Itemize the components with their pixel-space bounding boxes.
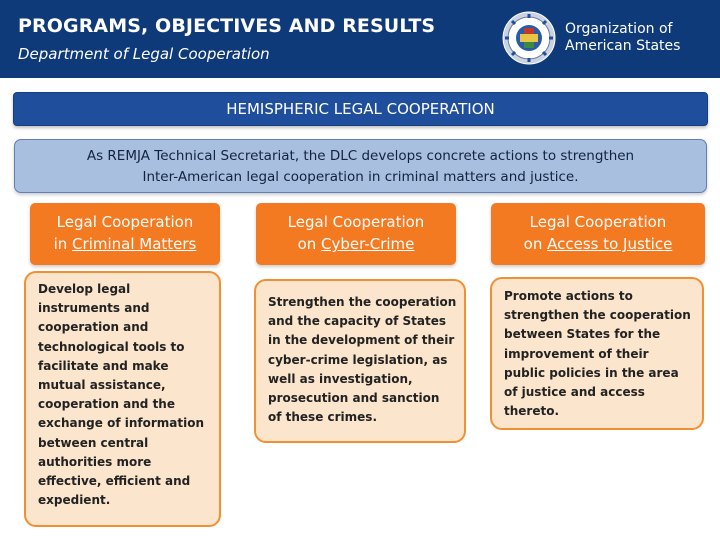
intro-line-2: Inter-American legal cooperation in criminal matters and justice. <box>142 169 579 185</box>
oas-seal-icon <box>502 11 556 65</box>
column-title-topic: Criminal Matters <box>72 235 197 253</box>
column-header-criminal-matters <box>30 203 220 265</box>
body-line: Strengthen the cooperation <box>268 295 457 309</box>
body-line: authorities more <box>38 454 152 469</box>
body-line: between central <box>38 435 149 450</box>
column-header-cyber-crime <box>256 203 456 265</box>
body-line: well as investigation, <box>268 371 413 386</box>
column-header-access-to-justice <box>491 203 705 265</box>
column-title-line2 <box>30 233 220 255</box>
body-line: improvement of their <box>504 346 649 361</box>
body-line: expedient. <box>38 493 111 508</box>
intro-line-1: As REMJA Technical Secretariat, the DLC develops concrete actions to strengthen <box>86 148 635 164</box>
body-line: of justice and access <box>504 385 645 400</box>
body-line: facilitate and make <box>38 358 169 373</box>
body-line: cyber-crime legislation, as <box>268 352 448 367</box>
organization-name-line2: American States <box>565 38 681 54</box>
body-line: technological tools to <box>38 339 185 354</box>
column-body-cyber-crime <box>254 279 466 443</box>
column-title-topic: Cyber-Crime <box>321 235 415 253</box>
column-body-access-to-justice <box>490 277 704 430</box>
body-line: instruments and <box>38 301 150 316</box>
page-title: PROGRAMS, OBJECTIVES AND RESULTS <box>18 15 436 37</box>
body-line: of these crimes. <box>268 410 378 425</box>
body-line: strengthen the cooperation <box>504 308 691 323</box>
body-line: exchange of information <box>38 416 205 431</box>
body-line: Develop legal <box>38 282 131 296</box>
intro-box <box>14 139 707 193</box>
column-title-line1: Legal Cooperation <box>287 213 425 231</box>
body-line: effective, efficient and <box>38 474 191 489</box>
header-bar <box>0 0 720 78</box>
body-line: cooperation and the <box>38 397 175 412</box>
body-line: between States for the <box>504 327 661 342</box>
column-title-prefix: on <box>297 235 322 253</box>
column-title-line2 <box>491 233 705 255</box>
body-line: prosecution and sanction <box>268 391 440 406</box>
body-line: public policies in the area <box>504 365 679 380</box>
section-banner: HEMISPHERIC LEGAL COOPERATION <box>13 92 708 126</box>
column-title-line2 <box>256 233 456 255</box>
column-title-line1: Legal Cooperation <box>529 213 667 231</box>
page-subtitle: Department of Legal Cooperation <box>18 45 270 63</box>
body-line: and the capacity of States <box>268 314 447 329</box>
column-title-topic: Access to Justice <box>547 235 673 253</box>
body-line: cooperation and <box>38 320 149 335</box>
column-title-prefix: on <box>523 235 548 253</box>
body-line: mutual assistance, <box>38 378 166 393</box>
column-title-prefix: in <box>53 235 73 253</box>
organization-name-line1: Organization of <box>565 21 673 37</box>
body-line: in the development of their <box>268 333 455 348</box>
body-line: Promote actions to <box>504 289 633 303</box>
body-line: thereto. <box>504 404 560 419</box>
organization-name <box>565 21 680 55</box>
column-title-line1: Legal Cooperation <box>56 213 194 231</box>
column-body-criminal-matters <box>24 271 221 527</box>
